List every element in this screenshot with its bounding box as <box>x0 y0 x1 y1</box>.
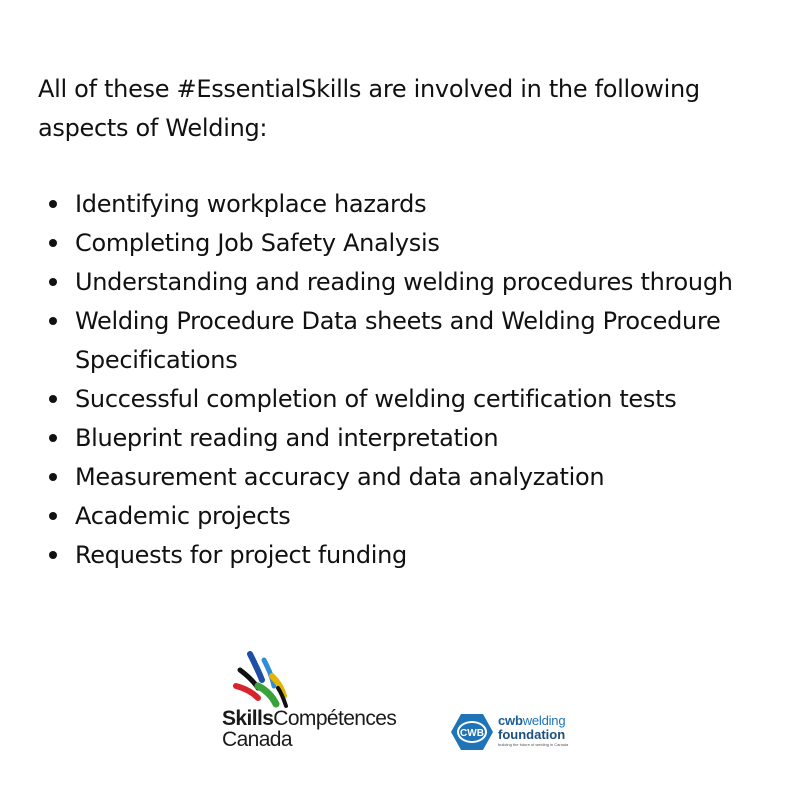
skills-canada-wordmark <box>222 708 396 750</box>
cwb-badge-icon <box>450 712 494 752</box>
list-item: Understanding and reading welding procedures through <box>38 263 793 302</box>
cwb-welding-foundation-logo <box>450 712 590 758</box>
list-item: Measurement accuracy and data analyzation <box>38 458 793 497</box>
aspects-list <box>38 185 793 575</box>
list-item: Successful completion of welding certification tests <box>38 380 793 419</box>
list-item: Blueprint reading and interpretation <box>38 419 793 458</box>
list-item: Academic projects <box>38 497 793 536</box>
cwb-word: cwb <box>498 713 523 728</box>
welding-word: welding <box>522 713 566 728</box>
competences-word: Compétences <box>273 707 397 730</box>
foundation-word: foundation <box>498 727 566 742</box>
list-item: Requests for project funding <box>38 536 793 575</box>
partner-logos <box>0 640 800 780</box>
list-item: Welding Procedure Data sheets and Welding Procedure <box>38 302 793 341</box>
cwb-badge-text: CWB <box>460 728 484 739</box>
canada-word: Canada <box>222 728 292 751</box>
list-item-continuation: Specifications <box>75 346 238 374</box>
list-item: Identifying workplace hazards <box>38 185 793 224</box>
list-item: Completing Job Safety Analysis <box>38 224 793 263</box>
skills-word: Skills <box>222 707 274 730</box>
intro-text: All of these #EssentialSkills are involved in the following aspects of Welding: <box>38 75 700 142</box>
skills-canada-logo <box>222 648 422 763</box>
cwb-wordmark <box>498 714 568 748</box>
skills-canada-brushstrokes-icon <box>228 648 298 710</box>
cwb-tagline: building the future of welding in Canada <box>498 742 569 747</box>
